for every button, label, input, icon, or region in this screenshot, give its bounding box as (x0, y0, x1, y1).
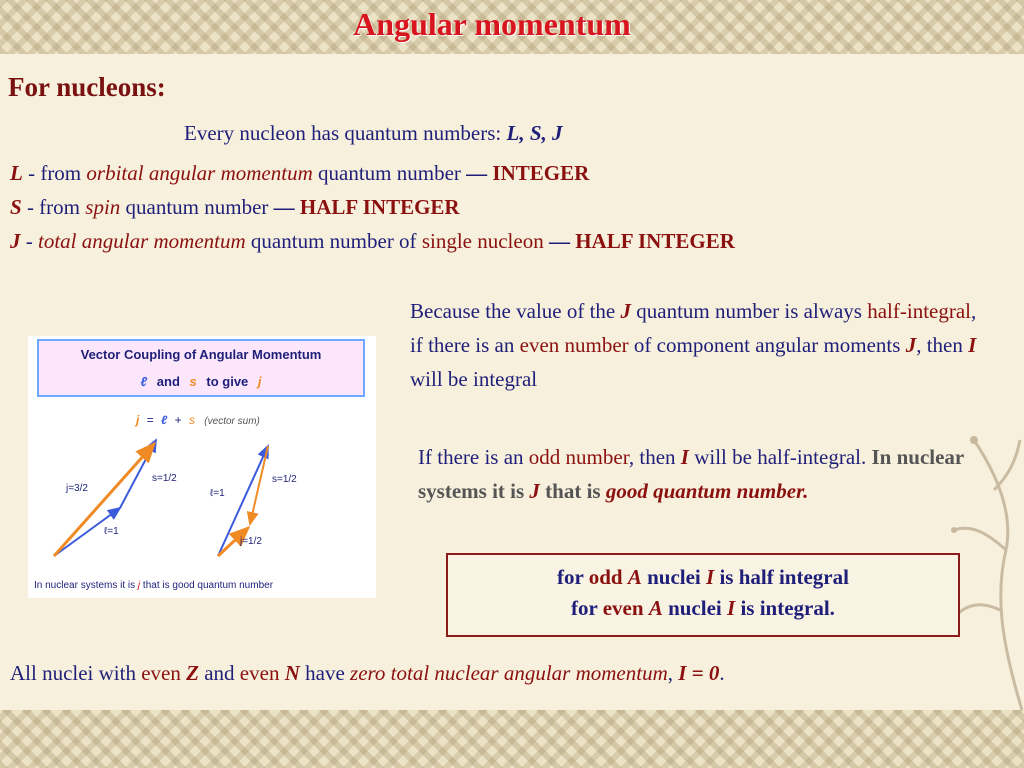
box-r1-c: is half integral (714, 565, 849, 589)
diagram-togive: to give (206, 374, 249, 389)
footer-d: , (667, 661, 679, 685)
footer-eq: I = 0 (678, 661, 720, 685)
vector-coupling-diagram (28, 336, 376, 598)
para1-text-3: , if there is an (410, 299, 977, 357)
box-r2-even: even (602, 596, 649, 620)
summary-box (446, 553, 960, 637)
intro-line (184, 121, 563, 146)
subheading: For nucleons: (8, 72, 166, 102)
box-r1-a: for (557, 565, 589, 589)
l-term: orbital angular momentum (86, 161, 313, 185)
eq-j: j (136, 413, 140, 427)
j-term: total angular momentum (38, 229, 246, 253)
caption-j: j (137, 580, 141, 591)
box-r1-b: nuclei (641, 565, 707, 589)
para2-text-1: If there is an (418, 445, 529, 469)
decorative-border-bottom (0, 710, 1024, 768)
eq-note: (vector sum) (204, 416, 260, 427)
footer-even2: even (239, 661, 285, 685)
diagram-s: s (189, 374, 197, 389)
slide-title: Angular momentum (353, 6, 631, 42)
s-kind: HALF INTEGER (294, 195, 460, 219)
label-l-left: ℓ=1 (104, 526, 119, 537)
vector-s-right (250, 446, 268, 524)
diagram-j: j (257, 374, 262, 389)
box-r2-c: is integral. (735, 596, 835, 620)
s-dash: — (273, 195, 295, 219)
box-r1-odd: odd (588, 565, 628, 589)
label-j-right: j=1/2 (240, 536, 262, 547)
s-rest: quantum number (120, 195, 274, 219)
para1-text-1: Because the value of the (410, 299, 621, 323)
para1-even: even number (519, 333, 629, 357)
diagram-caption (34, 580, 274, 591)
summary-even-row (448, 596, 958, 621)
j-dash: — (543, 229, 570, 253)
label-l-right: ℓ=1 (210, 488, 225, 499)
footer-even1: even (141, 661, 187, 685)
box-r2-a: for (571, 596, 603, 620)
para1-j: J (620, 299, 631, 323)
label-j-left: j=3/2 (66, 483, 88, 494)
para1-text-4: of component angular moments (628, 333, 906, 357)
summary-odd-row (448, 565, 958, 590)
j-sep: - (20, 229, 38, 253)
paragraph-odd (418, 440, 978, 508)
footer-zero: zero total nuclear angular momentum (350, 661, 668, 685)
para2-bold: In nuclear systems it is (418, 445, 964, 503)
para2-text-2: , then (628, 445, 681, 469)
footer-a: All nuclei with (10, 661, 142, 685)
s-term: spin (85, 195, 121, 219)
l-rest: quantum number (312, 161, 467, 185)
eq-l: ℓ (161, 413, 168, 427)
footer-statement (10, 661, 725, 686)
para2-j: J (529, 479, 540, 503)
footer-N: N (284, 661, 300, 685)
j-single: single nucleon (421, 229, 544, 253)
intro-text: Every nucleon has quantum numbers: (184, 121, 507, 145)
j-symbol: J (10, 229, 21, 253)
vector-j-left (54, 444, 154, 556)
para2-i: I (680, 445, 689, 469)
para1-i: I (968, 333, 977, 357)
para1-text-5: , then (916, 333, 969, 357)
eq-plus: + (174, 413, 182, 427)
decorative-branch (934, 380, 1024, 710)
caption-b: that is good quantum number (140, 580, 274, 591)
l-dash: — (466, 161, 488, 185)
para2-text-3: will be half-integral. (688, 445, 872, 469)
caption-a: In nuclear systems it is (34, 580, 138, 591)
label-s-left: s=1/2 (152, 473, 177, 484)
j-rest: quantum number of (245, 229, 422, 253)
intro-symbols: L, S, J (506, 121, 563, 145)
para2-odd: odd number (528, 445, 629, 469)
para2-bold2: that is (539, 479, 606, 503)
l-symbol: L (10, 161, 23, 185)
eq-eq: = (146, 413, 154, 427)
diagram-equation (134, 413, 260, 427)
l-sep: - from (22, 161, 87, 185)
footer-Z: Z (186, 661, 199, 685)
j-definition (10, 229, 735, 254)
paragraph-even (410, 294, 990, 396)
diagram-and: and (156, 374, 180, 389)
footer-c: have (299, 661, 351, 685)
box-r1-I: I (706, 565, 715, 589)
diagram-heading: Vector Coupling of Angular Momentum (80, 347, 322, 362)
l-definition (10, 161, 589, 186)
para1-text-2: quantum number is always (631, 299, 868, 323)
para1-j2: J (905, 333, 917, 357)
s-definition (10, 195, 460, 220)
box-r2-I: I (727, 596, 736, 620)
footer-e: . (719, 661, 725, 685)
box-r2-b: nuclei (662, 596, 727, 620)
para1-text-6: will be integral (410, 367, 538, 391)
box-r2-A: A (648, 596, 663, 620)
para2-good: good quantum number. (605, 479, 809, 503)
l-kind: INTEGER (487, 161, 590, 185)
para1-half: half-integral (867, 299, 971, 323)
footer-b: and (198, 661, 240, 685)
label-s-right: s=1/2 (272, 474, 297, 485)
j-kind: HALF INTEGER (569, 229, 735, 253)
s-symbol: S (10, 195, 22, 219)
s-sep: - from (21, 195, 86, 219)
diagram-l: ℓ (140, 374, 148, 389)
eq-s: s (188, 413, 195, 427)
box-r1-A: A (627, 565, 642, 589)
